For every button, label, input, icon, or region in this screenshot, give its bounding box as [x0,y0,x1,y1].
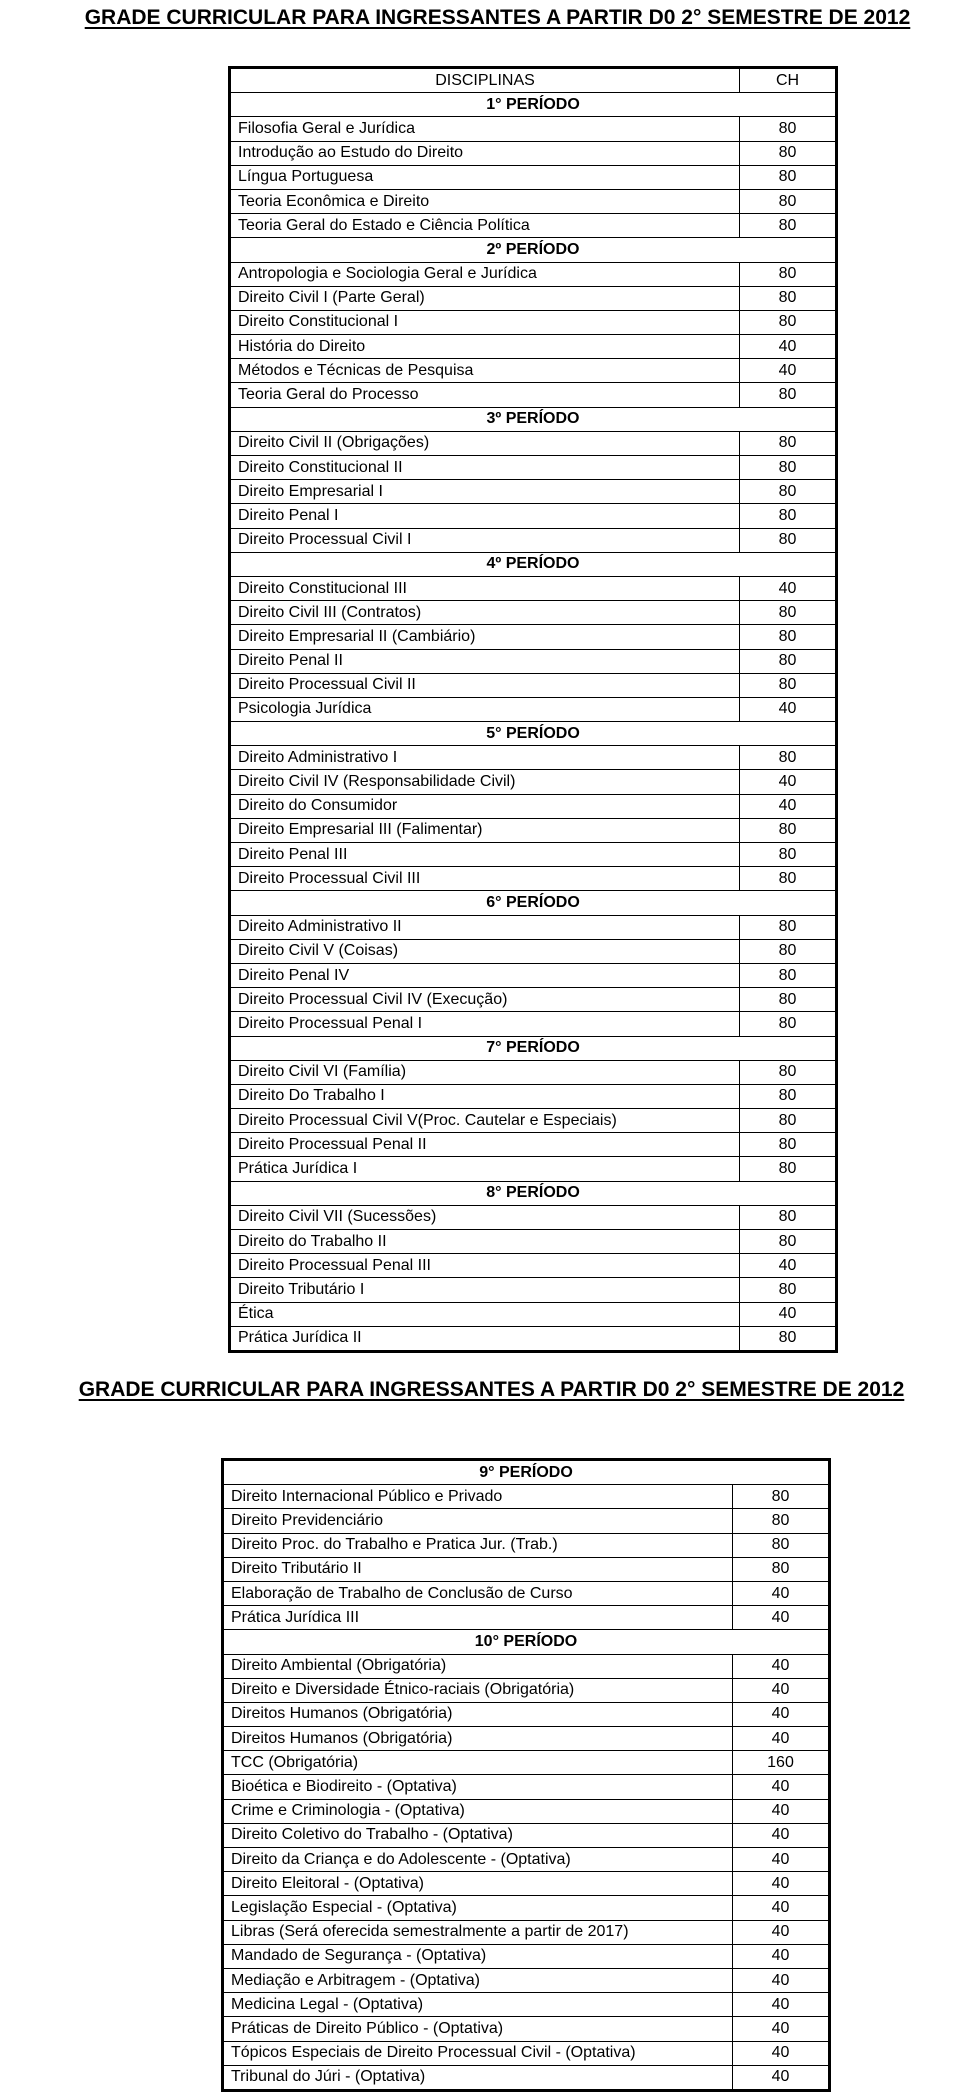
discipline-name: Direito Constitucional II [230,456,740,480]
discipline-ch: 80 [740,286,837,310]
discipline-ch: 40 [733,1678,830,1702]
period-label: 9° PERÍODO [223,1460,830,1485]
discipline-name: Prática Jurídica II [230,1326,740,1351]
discipline-name: Direito Do Trabalho I [230,1084,740,1108]
table-row [223,1485,830,1509]
table-row [230,431,837,455]
table-row [223,1944,830,1968]
discipline-name: Direito Coletivo do Trabalho - (Optativa) [223,1823,733,1847]
discipline-ch: 40 [740,359,837,383]
discipline-name: Direito Penal IV [230,963,740,987]
table-row [230,746,837,770]
table-row [230,456,837,480]
discipline-ch: 80 [740,141,837,165]
table-row [230,915,837,939]
discipline-name: Direito e Diversidade Étnico-raciais (Obrigatória) [223,1678,733,1702]
discipline-name: Prática Jurídica I [230,1157,740,1181]
discipline-ch: 40 [733,1968,830,1992]
period-header-row [230,1181,837,1205]
discipline-ch: 80 [740,117,837,141]
period-label: 10° PERÍODO [223,1630,830,1654]
discipline-ch: 80 [740,1326,837,1351]
discipline-ch: 80 [740,649,837,673]
discipline-ch: 80 [740,673,837,697]
table-row [223,1848,830,1872]
discipline-name: Teoria Econômica e Direito [230,189,740,213]
discipline-name: Direito Administrativo I [230,746,740,770]
discipline-name: Direito Previdenciário [223,1509,733,1533]
discipline-name: Direito Civil III (Contratos) [230,601,740,625]
discipline-ch: 40 [740,794,837,818]
table-row [223,1896,830,1920]
table-header-row [230,68,837,93]
table-row [230,673,837,697]
table-row [230,214,837,238]
discipline-ch: 40 [733,2065,830,2090]
discipline-ch: 80 [740,818,837,842]
discipline-name: Tribunal do Júri - (Optativa) [223,2065,733,2090]
table-row [230,1012,837,1036]
table-row [223,2041,830,2065]
table-row [230,1060,837,1084]
discipline-name: Ética [230,1302,740,1326]
header-disciplinas: DISCIPLINAS [230,68,740,93]
discipline-ch: 80 [740,1133,837,1157]
discipline-ch: 80 [740,189,837,213]
discipline-name: Direito Internacional Público e Privado [223,1485,733,1509]
discipline-name: Introdução ao Estudo do Direito [230,141,740,165]
discipline-ch: 80 [733,1557,830,1581]
table-row [230,1326,837,1351]
period-label: 1° PERÍODO [230,93,837,117]
table-row [223,1920,830,1944]
discipline-name: Direito Civil VII (Sucessões) [230,1205,740,1229]
table-row [223,1823,830,1847]
period-header-row [230,552,837,576]
discipline-name: Direito Empresarial III (Falimentar) [230,818,740,842]
discipline-name: Psicologia Jurídica [230,697,740,721]
discipline-ch: 40 [733,1872,830,1896]
discipline-ch: 40 [733,1581,830,1605]
discipline-name: Direito Civil VI (Família) [230,1060,740,1084]
discipline-ch: 40 [740,335,837,359]
discipline-name: Direito Penal II [230,649,740,673]
table-row [223,1727,830,1751]
table-row [223,1654,830,1678]
discipline-ch: 40 [733,1848,830,1872]
table-row [223,1678,830,1702]
discipline-ch: 80 [740,165,837,189]
table-row [223,1702,830,1726]
table-row [223,2065,830,2090]
discipline-name: Direito Processual Civil III [230,867,740,891]
discipline-name: Métodos e Técnicas de Pesquisa [230,359,740,383]
discipline-ch: 80 [740,625,837,649]
table-row [230,1230,837,1254]
discipline-ch: 80 [740,988,837,1012]
period-header-row [230,1036,837,1060]
table-row [230,141,837,165]
page-title-repeat: GRADE CURRICULAR PARA INGRESSANTES A PARTIR D0 2° SEMESTRE DE 2012 [78,1378,905,1401]
period-label: 3º PERÍODO [230,407,837,431]
table-row [230,504,837,528]
discipline-name: Direito Tributário I [230,1278,740,1302]
discipline-ch: 40 [740,1254,837,1278]
discipline-name: Práticas de Direito Público - (Optativa) [223,2017,733,2041]
discipline-name: Teoria Geral do Processo [230,383,740,407]
table-row [223,1775,830,1799]
discipline-name: Direito Processual Civil V(Proc. Cautelar e Especiais) [230,1109,740,1133]
discipline-ch: 80 [740,383,837,407]
table-row [230,697,837,721]
discipline-name: Direito da Criança e do Adolescente - (Optativa) [223,1848,733,1872]
table-row [230,818,837,842]
discipline-name: Direito Civil IV (Responsabilidade Civil) [230,770,740,794]
table-row [230,625,837,649]
discipline-name: Direito Tributário II [223,1557,733,1581]
discipline-name: Direito Processual Penal III [230,1254,740,1278]
table-row [230,770,837,794]
discipline-ch: 80 [733,1485,830,1509]
discipline-name: Direito Processual Penal II [230,1133,740,1157]
discipline-name: História do Direito [230,335,740,359]
table-row [230,794,837,818]
table-row [230,1302,837,1326]
discipline-ch: 80 [740,1084,837,1108]
discipline-name: Direito Civil V (Coisas) [230,939,740,963]
discipline-ch: 40 [733,1799,830,1823]
discipline-ch: 80 [740,1205,837,1229]
discipline-ch: 80 [740,1157,837,1181]
table-row [230,165,837,189]
discipline-ch: 40 [733,2041,830,2065]
discipline-ch: 40 [733,2017,830,2041]
discipline-ch: 40 [733,1606,830,1630]
table-row [223,1751,830,1775]
discipline-name: Direito Ambiental (Obrigatória) [223,1654,733,1678]
discipline-ch: 160 [733,1751,830,1775]
discipline-ch: 80 [740,963,837,987]
discipline-ch: 80 [740,504,837,528]
discipline-ch: 80 [740,1012,837,1036]
period-header-row [223,1460,830,1485]
discipline-ch: 40 [733,1654,830,1678]
curriculum-table-part-2 [221,1458,831,2092]
period-label: 8° PERÍODO [230,1181,837,1205]
discipline-name: Teoria Geral do Estado e Ciência Política [230,214,740,238]
discipline-name: Direito Civil I (Parte Geral) [230,286,740,310]
table-row [230,939,837,963]
discipline-name: Direitos Humanos (Obrigatória) [223,1727,733,1751]
discipline-name: Antropologia e Sociologia Geral e Jurídica [230,262,740,286]
period-label: 2º PERÍODO [230,238,837,262]
discipline-ch: 40 [733,1993,830,2017]
discipline-ch: 80 [740,456,837,480]
discipline-name: Direito Eleitoral - (Optativa) [223,1872,733,1896]
table-row [223,1533,830,1557]
discipline-ch: 40 [733,1944,830,1968]
discipline-ch: 80 [740,1278,837,1302]
discipline-name: Direito Proc. do Trabalho e Pratica Jur. (Trab.) [223,1533,733,1557]
discipline-ch: 40 [733,1775,830,1799]
table-row [230,1254,837,1278]
table-row [230,1109,837,1133]
table-row [230,649,837,673]
table-row [223,1557,830,1581]
discipline-name: Direito Civil II (Obrigações) [230,431,740,455]
table-row [230,262,837,286]
discipline-ch: 80 [740,262,837,286]
discipline-name: Mediação e Arbitragem - (Optativa) [223,1968,733,1992]
discipline-ch: 40 [733,1823,830,1847]
discipline-ch: 80 [740,601,837,625]
discipline-name: Língua Portuguesa [230,165,740,189]
discipline-name: Filosofia Geral e Jurídica [230,117,740,141]
discipline-name: Direito do Trabalho II [230,1230,740,1254]
discipline-name: Direito Empresarial I [230,480,740,504]
discipline-ch: 40 [740,576,837,600]
table-row [223,1993,830,2017]
table-row [230,117,837,141]
discipline-name: Direito Penal III [230,843,740,867]
period-header-row [223,1630,830,1654]
discipline-ch: 80 [740,1230,837,1254]
discipline-ch: 40 [740,770,837,794]
discipline-name: Direito do Consumidor [230,794,740,818]
period-label: 5° PERÍODO [230,722,837,746]
table-row [230,988,837,1012]
discipline-name: Direito Processual Penal I [230,1012,740,1036]
discipline-name: Elaboração de Trabalho de Conclusão de Curso [223,1581,733,1605]
discipline-ch: 40 [740,697,837,721]
table-row [223,1581,830,1605]
period-label: 6° PERÍODO [230,891,837,915]
discipline-ch: 80 [740,310,837,334]
table-row [230,286,837,310]
discipline-ch: 80 [740,867,837,891]
table-row [230,1084,837,1108]
table-row [223,1509,830,1533]
discipline-ch: 80 [740,1060,837,1084]
period-label: 4º PERÍODO [230,552,837,576]
period-header-row [230,722,837,746]
discipline-name: Medicina Legal - (Optativa) [223,1993,733,2017]
table-row [230,867,837,891]
period-label: 7° PERÍODO [230,1036,837,1060]
discipline-name: Mandado de Segurança - (Optativa) [223,1944,733,1968]
curriculum-table-part-1 [228,66,838,1353]
table-row [230,1157,837,1181]
table-row [230,359,837,383]
table-row [230,528,837,552]
discipline-name: Direito Processual Civil II [230,673,740,697]
discipline-ch: 80 [740,939,837,963]
discipline-name: Direito Constitucional I [230,310,740,334]
table-row [230,189,837,213]
discipline-name: Prática Jurídica III [223,1606,733,1630]
discipline-name: Libras (Será oferecida semestralmente a partir de 2017) [223,1920,733,1944]
discipline-name: Bioética e Biodireito - (Optativa) [223,1775,733,1799]
period-header-row [230,407,837,431]
discipline-name: Direito Constitucional III [230,576,740,600]
discipline-ch: 80 [740,843,837,867]
discipline-ch: 40 [733,1702,830,1726]
table-row [223,1968,830,1992]
page-title: GRADE CURRICULAR PARA INGRESSANTES A PARTIR D0 2° SEMESTRE DE 2012 [84,6,911,29]
table-row [223,1872,830,1896]
table-row [223,2017,830,2041]
table-row [230,383,837,407]
discipline-ch: 80 [740,431,837,455]
table-row [230,576,837,600]
discipline-name: Direito Processual Civil IV (Execução) [230,988,740,1012]
header-ch: CH [740,68,837,93]
discipline-ch: 40 [740,1302,837,1326]
discipline-ch: 40 [733,1727,830,1751]
discipline-ch: 80 [740,214,837,238]
period-header-row [230,238,837,262]
discipline-name: Crime e Criminologia - (Optativa) [223,1799,733,1823]
table-row [223,1606,830,1630]
table-row [230,843,837,867]
discipline-ch: 80 [733,1509,830,1533]
table-row [230,480,837,504]
table-row [230,310,837,334]
discipline-ch: 40 [733,1896,830,1920]
discipline-name: Direito Empresarial II (Cambiário) [230,625,740,649]
discipline-ch: 80 [740,746,837,770]
discipline-name: TCC (Obrigatória) [223,1751,733,1775]
discipline-name: Direito Processual Civil I [230,528,740,552]
period-header-row [230,93,837,117]
period-header-row [230,891,837,915]
discipline-ch: 40 [733,1920,830,1944]
discipline-name: Direito Penal I [230,504,740,528]
discipline-name: Direito Administrativo II [230,915,740,939]
discipline-ch: 80 [740,915,837,939]
discipline-name: Legislação Especial - (Optativa) [223,1896,733,1920]
table-row [230,1205,837,1229]
discipline-ch: 80 [733,1533,830,1557]
table-row [230,963,837,987]
table-row [230,1133,837,1157]
discipline-name: Direitos Humanos (Obrigatória) [223,1702,733,1726]
table-row [230,601,837,625]
discipline-ch: 80 [740,1109,837,1133]
table-row [223,1799,830,1823]
table-row [230,335,837,359]
discipline-name: Tópicos Especiais de Direito Processual Civil - (Optativa) [223,2041,733,2065]
discipline-ch: 80 [740,480,837,504]
table-row [230,1278,837,1302]
discipline-ch: 80 [740,528,837,552]
